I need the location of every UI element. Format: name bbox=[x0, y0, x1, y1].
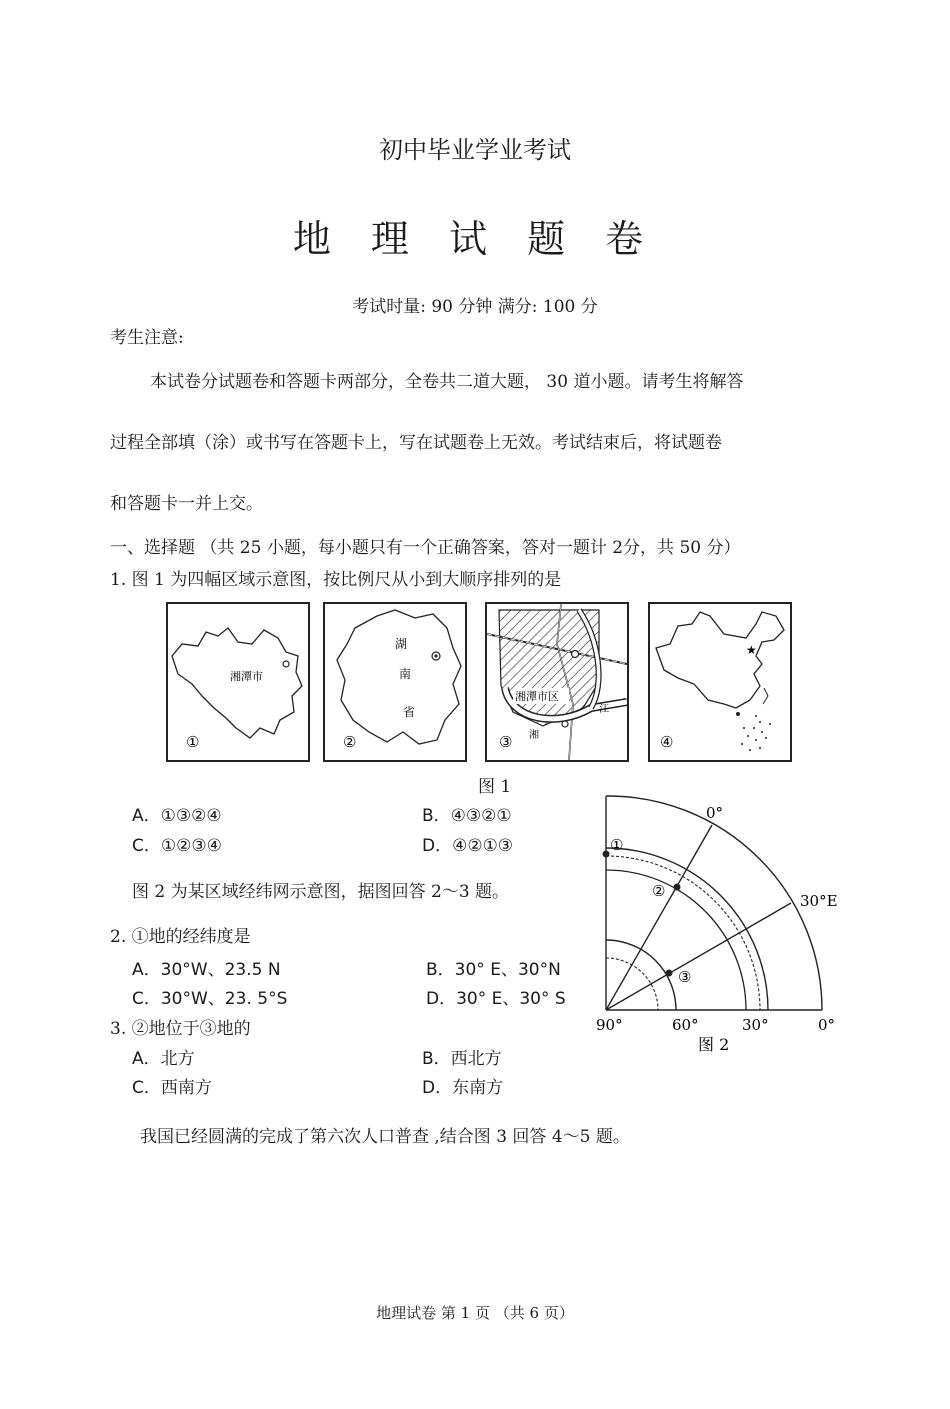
q1-option-d[interactable]: D．④②①③ bbox=[422, 836, 514, 856]
notice-line-1: 本试卷分试题卷和答题卡两部分，全卷共二道大题， 30 道小题。请考生将解答 bbox=[150, 372, 744, 392]
fig2-bottom-label-30: 30° bbox=[742, 1016, 769, 1034]
map3-river-jiang: 江 bbox=[599, 704, 609, 715]
map1-label: 湘潭市 bbox=[230, 670, 263, 683]
map-china bbox=[648, 602, 792, 762]
point-1-label: ① bbox=[610, 836, 624, 854]
q3-option-c[interactable]: C．西南方 bbox=[132, 1078, 212, 1098]
q3-option-a[interactable]: A．北方 bbox=[132, 1049, 195, 1069]
point-3-label: ③ bbox=[678, 968, 692, 986]
q1-option-b[interactable]: B．④③②① bbox=[422, 806, 512, 826]
q1-option-c[interactable]: C．①②③④ bbox=[132, 836, 222, 856]
map4-number: ④ bbox=[660, 733, 674, 751]
map-xiangtan-urban bbox=[485, 602, 629, 762]
map2-label-sheng: 省 bbox=[403, 705, 416, 719]
q3-option-d[interactable]: D．东南方 bbox=[422, 1078, 504, 1098]
q2-option-b[interactable]: B．30° E、30°N bbox=[426, 960, 561, 980]
map4-capital-star-icon: ★ bbox=[746, 643, 757, 657]
map2-label-nan: 南 bbox=[399, 667, 412, 681]
q2-option-a[interactable]: A．30°W、23.5 N bbox=[132, 960, 281, 980]
notice-line-2: 过程全部填（涂）或书写在答题卡上，写在试题卷上无效。考试结束后，将试题卷 bbox=[110, 433, 722, 453]
q1-option-a[interactable]: A．①③②④ bbox=[132, 806, 222, 826]
intro-q2-q3: 图 2 为某区域经纬网示意图，据图回答 2～3 题。 bbox=[132, 882, 510, 902]
q2-option-c[interactable]: C．30°W、23. 5°S bbox=[132, 989, 288, 1009]
q2-option-d[interactable]: D．30° E、30° S bbox=[426, 989, 566, 1009]
question-2-stem: 2. ①地的经纬度是 bbox=[110, 927, 251, 947]
question-3-stem: 3. ②地位于③地的 bbox=[110, 1019, 251, 1039]
fig2-bottom-label-0: 0° bbox=[818, 1016, 836, 1034]
notice-line-3: 和答题卡一并上交。 bbox=[110, 494, 263, 514]
map2-number: ② bbox=[343, 733, 357, 751]
figure-1-caption: 图 1 bbox=[478, 777, 512, 797]
point-2-dot bbox=[674, 884, 681, 891]
map2-label-hu: 湖 bbox=[395, 637, 408, 651]
notice-heading: 考生注意: bbox=[110, 328, 184, 348]
section-heading: 一、选择题 （共 25 小题，每小题只有一个正确答案，答对一题计 2分，共 50 分） bbox=[110, 538, 741, 558]
exam-time-line: 考试时量: 90 分钟 满分: 100 分 bbox=[352, 297, 598, 317]
intro-q4-q5: 我国已经圆满的完成了第六次人口普查 ,结合图 3 回答 4～5 题。 bbox=[140, 1127, 630, 1147]
map3-river-xiang: 湘 bbox=[529, 730, 539, 741]
question-1-stem: 1. 图 1 为四幅区域示意图，按比例尺从小到大顺序排列的是 bbox=[110, 570, 562, 590]
map3-label: 湘潭市区 bbox=[515, 690, 559, 703]
q3-option-b[interactable]: B．西北方 bbox=[422, 1049, 502, 1069]
map-hunan-province bbox=[323, 602, 467, 762]
map-xiangtan-city bbox=[166, 602, 310, 762]
fig2-top-label: 0° bbox=[706, 804, 724, 822]
point-1-dot bbox=[603, 851, 610, 858]
map3-number: ③ bbox=[499, 733, 513, 751]
fig2-side-label: 30°E bbox=[800, 892, 838, 910]
fig2-bottom-label-90: 90° bbox=[596, 1016, 623, 1034]
fig2-bottom-label-60: 60° bbox=[672, 1016, 699, 1034]
point-2-label: ② bbox=[652, 882, 666, 900]
point-3-dot bbox=[666, 970, 673, 977]
figure-2-grid bbox=[590, 788, 850, 1056]
page-title: 地 理 试 题 卷 bbox=[292, 217, 658, 261]
figure-2-caption: 图 2 bbox=[698, 1035, 730, 1054]
exam-subtitle: 初中毕业学业考试 bbox=[379, 136, 571, 164]
page-footer: 地理试卷 第 1 页 （共 6 页） bbox=[376, 1304, 574, 1322]
map1-number: ① bbox=[186, 733, 200, 751]
